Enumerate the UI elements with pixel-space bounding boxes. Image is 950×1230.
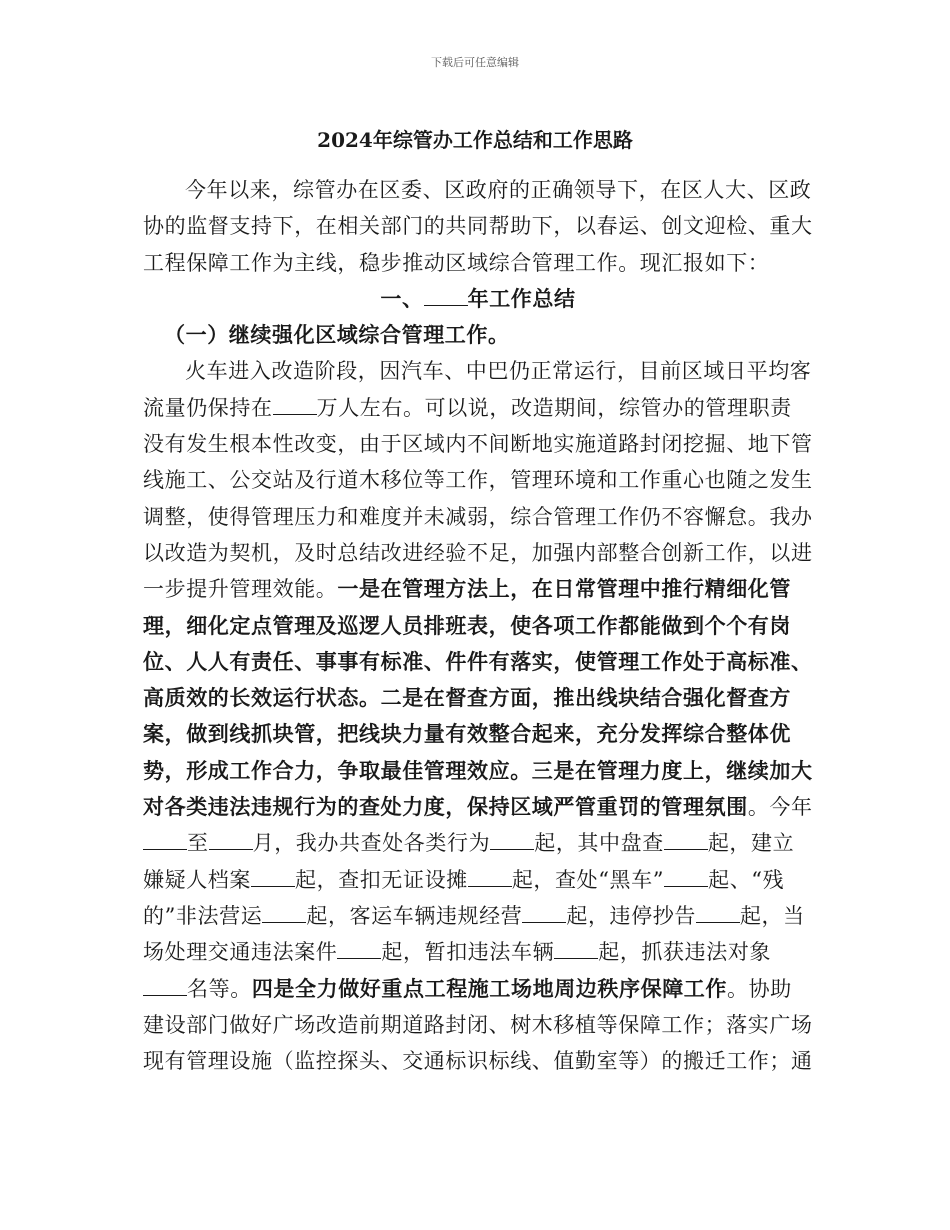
fill-in-blank bbox=[664, 849, 708, 850]
fill-in-blank bbox=[696, 922, 740, 923]
stats-text: 名等。 bbox=[187, 976, 252, 1001]
stats-text: 。今年 bbox=[747, 795, 813, 820]
paragraph-text: 。协助建设部门做好广场改造前期道路封闭、树木移植等保障工作；落实广场现有管理设施（监控探头、交通标识标线、值勤室等）的搬迁工作；通 bbox=[143, 976, 813, 1074]
stats-text: 月，我办共查处各类行为 bbox=[252, 831, 491, 856]
subsection-heading: （一）继续强化区域综合管理工作。 bbox=[164, 322, 510, 348]
stats-text: 起，查处“黑车” bbox=[511, 867, 665, 892]
stats-text: 起，当场处理交通违法案件 bbox=[143, 903, 805, 965]
fill-in-blank bbox=[522, 922, 566, 923]
body-paragraph bbox=[143, 353, 813, 1079]
stats-text: 起，暂扣违法车辆 bbox=[381, 940, 555, 965]
fill-in-blank bbox=[262, 922, 306, 923]
fill-in-blank bbox=[554, 958, 598, 959]
fill-in-blank bbox=[209, 849, 253, 850]
fill-in-blank bbox=[424, 305, 468, 306]
fill-in-blank bbox=[337, 958, 381, 959]
document-title: 2024年综管办工作总结和工作思路 bbox=[317, 128, 633, 152]
fill-in-blank bbox=[143, 849, 187, 850]
paragraph-text: 万人左右。可以说，改造期间，综管办的管理职责没有发生根本性改变，由于区域内不间断地实施道路封闭挖掘、地下管线施工、公交站及行道木移位等工作，管理环境和工作重心也随之发生调整，使得管理压力和难度并未减弱，综合管理工作仍不容懈怠。我办以改造为契机，及时总结改进经验不足，加强内部整合创新工作，以进一步提升管理效能。 bbox=[143, 395, 813, 602]
stats-text: 起，抓获违法对象 bbox=[598, 940, 772, 965]
section-heading bbox=[143, 281, 813, 317]
paragraph-text: 火车进入改造阶段，因汽车、中巴仍正常运行，目前区域日平均客流量仍保持在 bbox=[143, 359, 812, 420]
section-heading-suffix: 年工作总结 bbox=[467, 285, 576, 311]
stats-text: 起，其中盘查 bbox=[534, 831, 664, 856]
stats-text: 起，客运车辆违规经营 bbox=[306, 903, 523, 928]
section-heading-prefix: 一、 bbox=[380, 285, 424, 311]
fill-in-blank bbox=[273, 414, 317, 415]
fill-in-blank bbox=[490, 849, 534, 850]
stats-text: 起，违停抄告 bbox=[566, 903, 696, 928]
stats-text: 起、“残的”非法营运 bbox=[143, 867, 785, 928]
stats-text: 起，建立嫌疑人档案 bbox=[143, 831, 795, 892]
stats-text: 起，查扣无证设摊 bbox=[295, 867, 468, 892]
stats-text: 至 bbox=[187, 831, 209, 856]
emphasized-text: 一是在管理方法上，在日常管理中推行精细化管理，细化定点管理及巡逻人员排班表，使各项工作都能做到个个有岗位、人人有责任、事事有标准、件件有落实，使管理工作处于高标准、高质效的长效运行状态。二是在督查方面，推出线块结合强化督查方案，做到线抓块管，把线块力量有效整合起来，充分发挥综合整体优势，形成工作合力，争取最佳管理效应。三是在管理力度上，继续加大对各类违法违规行为的查处力度，保持区域严管重罚的管理氛围 bbox=[143, 576, 813, 820]
intro-paragraph: 今年以来，综管办在区委、区政府的正确领导下，在区人大、区政协的监督支持下，在相关部门的共同帮助下，以春运、创文迎检、重大工程保障工作为主线，稳步推动区域综合管理工作。现汇报如下： bbox=[143, 178, 813, 275]
fill-in-blank bbox=[468, 886, 512, 887]
fill-in-blank bbox=[251, 886, 295, 887]
fill-in-blank bbox=[143, 995, 187, 996]
document-body bbox=[143, 172, 813, 1079]
fill-in-blank bbox=[664, 886, 708, 887]
header-note: 下载后可任意编辑 bbox=[431, 56, 519, 69]
emphasized-text: 四是全力做好重点工程施工场地周边秩序保障工作 bbox=[251, 975, 728, 1001]
